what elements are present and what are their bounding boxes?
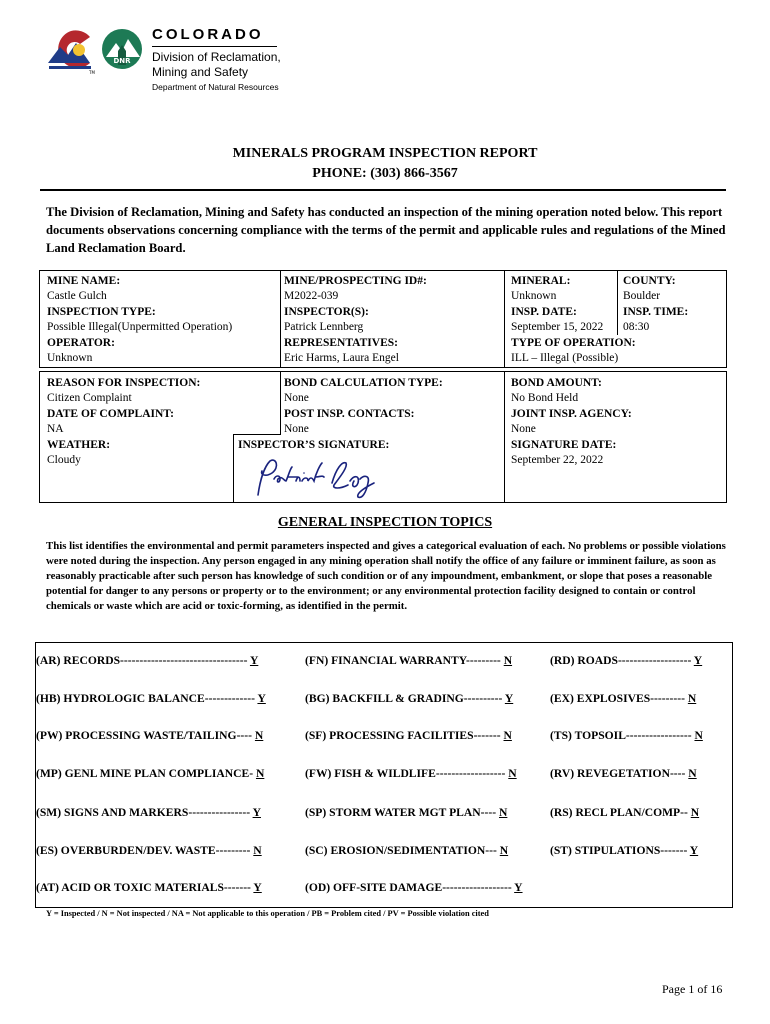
topic-item: (SC) EROSION/SEDIMENTATION--- N <box>305 844 509 857</box>
intro-paragraph: The Division of Reclamation, Mining and Safety has conducted an inspection of the mining operation noted below. This report documents observations concerning compliance with the terms of the permit and applicable rules and regulations of the Mined Land Reclamation Board. <box>46 205 726 255</box>
answer-legend: Y = Inspected / N = Not inspected / NA = Not applicable to this operation / PB = Problem cited / PV = Possible violation cited <box>46 909 489 918</box>
mineral-label: MINERAL: <box>511 275 571 287</box>
inspector-signature <box>250 455 385 500</box>
inspectors-value: Patrick Lennberg <box>284 321 364 333</box>
topic-item: (RD) ROADS------------------- Y <box>550 654 703 667</box>
reason-value: Citizen Complaint <box>47 392 132 404</box>
topic-item: (PW) PROCESSING WASTE/TAILING---- N <box>36 729 264 742</box>
weather-label: WEATHER: <box>47 439 111 451</box>
department-name: Department of Natural Resources <box>152 82 279 92</box>
inspectors-label: INSPECTOR(S): <box>284 306 369 318</box>
title-rule <box>40 189 726 191</box>
operator-value: Unknown <box>47 352 93 364</box>
mine-id-value: M2022-039 <box>284 290 339 302</box>
bond-amount-value: No Bond Held <box>511 392 579 404</box>
topic-item: (AR) RECORDS--------------------------------- Y <box>36 654 259 667</box>
signature-label: INSPECTOR’S SIGNATURE: <box>238 439 390 451</box>
county-label: COUNTY: <box>623 275 676 287</box>
topic-item: (ST) STIPULATIONS------- Y <box>550 844 699 857</box>
complaint-date-value: NA <box>47 423 64 435</box>
org-name: COLORADO <box>152 26 264 43</box>
operation-type-label: TYPE OF OPERATION: <box>511 337 636 349</box>
weather-value: Cloudy <box>47 454 81 466</box>
topic-item: (SM) SIGNS AND MARKERS---------------- Y <box>36 806 261 819</box>
topic-item: (FN) FINANCIAL WARRANTY--------- N <box>305 654 513 667</box>
insp-time-label: INSP. TIME: <box>623 306 689 318</box>
signature-date-value: September 22, 2022 <box>511 454 604 466</box>
report-title: MINERALS PROGRAM INSPECTION REPORT <box>232 146 538 161</box>
insp-date-value: September 15, 2022 <box>511 321 604 333</box>
svg-text:TM: TM <box>89 70 95 75</box>
topic-item: (BG) BACKFILL & GRADING---------- Y <box>305 692 514 705</box>
topic-item: (RV) REVEGETATION---- N <box>550 767 697 780</box>
topic-item: (MP) GENL MINE PLAN COMPLIANCE- N <box>36 767 265 780</box>
representatives-label: REPRESENTATIVES: <box>284 337 398 349</box>
inspection-type-label: INSPECTION TYPE: <box>47 306 156 318</box>
inspection-type-value: Possible Illegal(Unpermitted Operation) <box>47 321 233 333</box>
topic-item: (EX) EXPLOSIVES--------- N <box>550 692 697 705</box>
topic-item: (SP) STORM WATER MGT PLAN---- N <box>305 806 508 819</box>
insp-date-label: INSP. DATE: <box>511 306 577 318</box>
reason-label: REASON FOR INSPECTION: <box>47 377 201 389</box>
topic-item: (SF) PROCESSING FACILITIES------- N <box>305 729 512 742</box>
operator-label: OPERATOR: <box>47 337 115 349</box>
post-contacts-value: None <box>284 423 309 435</box>
county-value: Boulder <box>623 290 661 302</box>
mine-id-label: MINE/PROSPECTING ID#: <box>284 275 427 287</box>
mine-name-label: MINE NAME: <box>47 275 121 287</box>
mineral-value: Unknown <box>511 290 557 302</box>
dnr-logo <box>100 25 144 75</box>
bond-calc-value: None <box>284 392 309 404</box>
representatives-value: Eric Harms, Laura Engel <box>284 352 399 364</box>
joint-agency-value: None <box>511 423 536 435</box>
division-name <box>152 50 281 80</box>
general-topics-title: GENERAL INSPECTION TOPICS <box>277 515 493 530</box>
joint-agency-label: JOINT INSP. AGENCY: <box>511 408 632 420</box>
insp-time-value: 08:30 <box>623 321 650 333</box>
topic-item: (RS) RECL PLAN/COMP-- N <box>550 806 700 819</box>
topic-item: (OD) OFF-SITE DAMAGE------------------ Y <box>305 881 523 894</box>
topic-item: (ES) OVERBURDEN/DEV. WASTE--------- N <box>36 844 262 857</box>
topic-item: (TS) TOPSOIL----------------- N <box>550 729 703 742</box>
mine-name-value: Castle Gulch <box>47 290 107 302</box>
colorado-state-logo <box>44 25 98 75</box>
division-line-1: Division of Reclamation, <box>152 50 281 64</box>
bond-calc-label: BOND CALCULATION TYPE: <box>284 377 443 389</box>
bond-amount-label: BOND AMOUNT: <box>511 377 602 389</box>
topic-item: (AT) ACID OR TOXIC MATERIALS------- Y <box>36 881 262 894</box>
org-divider <box>152 46 277 47</box>
mine-info-box <box>39 270 727 368</box>
inspection-topics-grid <box>35 642 733 908</box>
signature-date-label: SIGNATURE DATE: <box>511 439 617 451</box>
topic-item: (HB) HYDROLOGIC BALANCE------------- Y <box>36 692 266 705</box>
complaint-date-label: DATE OF COMPLAINT: <box>47 408 174 420</box>
division-line-2: Mining and Safety <box>152 65 249 79</box>
topic-item: (FW) FISH & WILDLIFE------------------ N <box>305 767 517 780</box>
page-number: Page 1 of 16 <box>662 982 723 996</box>
report-phone: PHONE: (303) 866-3567 <box>312 166 458 181</box>
operation-type-value: ILL – Illegal (Possible) <box>511 352 619 364</box>
general-topics-description: This list identifies the environmental and permit parameters inspected and gives a categorical evaluation of each. No problems or possible violations were noted during the inspection. Any person engaged in any mining operation shall notify the office of any failure or imminent failure, as soon as reasonably practicable after such person has knowledge of such condition or of any impoundment, embankment, or slope that poses a reasonable potential for danger to any persons or property or to the environment; or any environmental protection facility designed to contain or control chemicals or waste which are acid or toxic-forming, as identified in the permit. <box>46 540 726 612</box>
dnr-badge-text: DNR <box>113 57 131 65</box>
post-contacts-label: POST INSP. CONTACTS: <box>284 408 415 420</box>
